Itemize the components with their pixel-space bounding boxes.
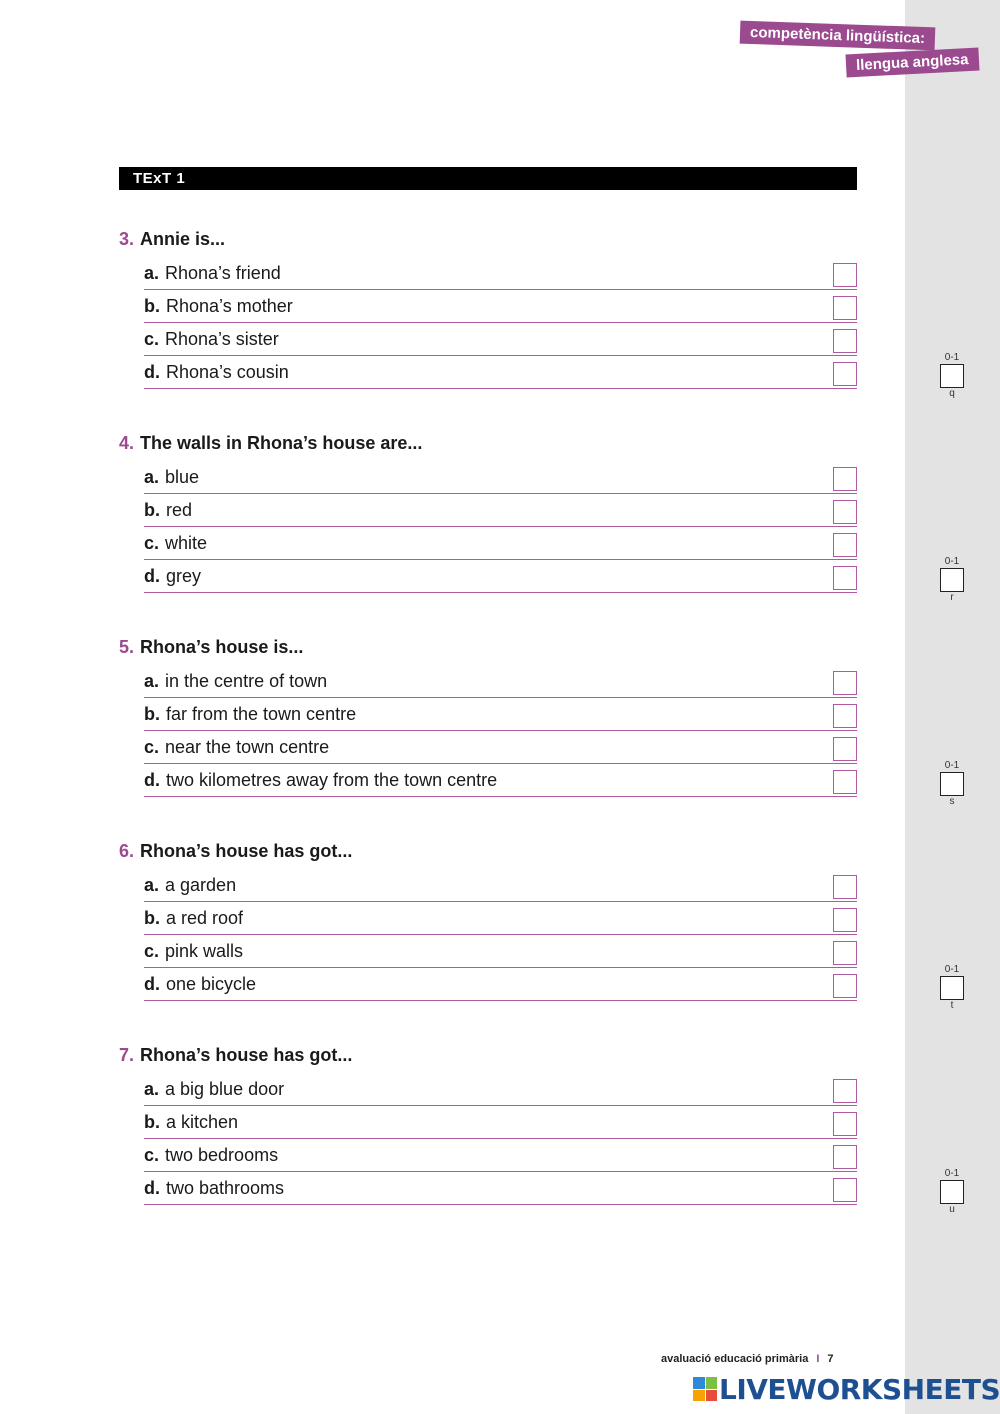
option-letter: d. bbox=[144, 974, 160, 994]
answer-option bbox=[144, 257, 857, 290]
option-text: Rhona’s friend bbox=[165, 263, 281, 283]
score-box[interactable] bbox=[940, 568, 964, 592]
option-letter: d. bbox=[144, 1178, 160, 1198]
brand-name: LIVEWORKSHEETS bbox=[719, 1372, 1000, 1406]
option-text: one bicycle bbox=[166, 974, 257, 994]
score-box[interactable] bbox=[940, 364, 964, 388]
answer-checkbox[interactable] bbox=[833, 704, 857, 728]
question-3 bbox=[119, 227, 859, 389]
option-letter: a. bbox=[144, 263, 160, 283]
answer-checkbox[interactable] bbox=[833, 362, 857, 386]
option-letter: b. bbox=[144, 1112, 160, 1132]
option-letter: d. bbox=[144, 566, 160, 586]
score-letter: r bbox=[950, 592, 954, 603]
answer-option bbox=[144, 560, 857, 593]
option-letter: a. bbox=[144, 671, 160, 691]
option-letter: c. bbox=[144, 1145, 160, 1165]
question-number: 5. bbox=[119, 637, 135, 657]
answer-checkbox[interactable] bbox=[833, 875, 857, 899]
score-range: 0-1 bbox=[944, 352, 960, 363]
question-title bbox=[119, 227, 859, 257]
answer-option bbox=[144, 902, 857, 935]
option-text: grey bbox=[166, 566, 202, 586]
option-text: red bbox=[166, 500, 193, 520]
question-text: Annie is... bbox=[140, 229, 226, 249]
answer-option bbox=[144, 1106, 857, 1139]
score-range: 0-1 bbox=[944, 760, 960, 771]
option-letter: b. bbox=[144, 500, 160, 520]
option-letter: a. bbox=[144, 875, 160, 895]
question-text: Rhona’s house has got... bbox=[140, 841, 353, 861]
question-number: 6. bbox=[119, 841, 135, 861]
option-text: a kitchen bbox=[166, 1112, 239, 1132]
answer-option bbox=[144, 731, 857, 764]
page-footer bbox=[661, 1353, 834, 1365]
option-text: Rhona’s mother bbox=[166, 296, 293, 316]
option-text: two kilometres away from the town centre bbox=[166, 770, 498, 790]
answer-option bbox=[144, 665, 857, 698]
answer-checkbox[interactable] bbox=[833, 941, 857, 965]
option-letter: d. bbox=[144, 770, 160, 790]
answer-checkbox[interactable] bbox=[833, 566, 857, 590]
answer-option bbox=[144, 968, 857, 1001]
score-t bbox=[938, 964, 966, 1012]
score-range: 0-1 bbox=[944, 556, 960, 567]
option-letter: a. bbox=[144, 1079, 160, 1099]
score-box[interactable] bbox=[940, 772, 964, 796]
option-letter: b. bbox=[144, 296, 160, 316]
answer-checkbox[interactable] bbox=[833, 467, 857, 491]
option-letter: c. bbox=[144, 329, 160, 349]
answer-option bbox=[144, 461, 857, 494]
option-letter: a. bbox=[144, 467, 160, 487]
answer-option bbox=[144, 764, 857, 797]
answer-checkbox[interactable] bbox=[833, 296, 857, 320]
answer-checkbox[interactable] bbox=[833, 737, 857, 761]
option-text: far from the town centre bbox=[166, 704, 357, 724]
answer-checkbox[interactable] bbox=[833, 1145, 857, 1169]
score-r bbox=[938, 556, 966, 604]
question-number: 4. bbox=[119, 433, 135, 453]
answer-option bbox=[144, 494, 857, 527]
option-text: Rhona’s cousin bbox=[166, 362, 289, 382]
score-u bbox=[938, 1168, 966, 1216]
option-letter: c. bbox=[144, 533, 160, 553]
score-letter: t bbox=[950, 1000, 954, 1011]
answer-option bbox=[144, 1172, 857, 1205]
answer-checkbox[interactable] bbox=[833, 770, 857, 794]
answer-checkbox[interactable] bbox=[833, 533, 857, 557]
answer-option bbox=[144, 935, 857, 968]
answer-option bbox=[144, 1073, 857, 1106]
option-text: white bbox=[165, 533, 208, 553]
answer-option bbox=[144, 323, 857, 356]
answer-option bbox=[144, 356, 857, 389]
question-title bbox=[119, 431, 859, 461]
option-text: a garden bbox=[165, 875, 237, 895]
answer-checkbox[interactable] bbox=[833, 500, 857, 524]
option-text: two bathrooms bbox=[166, 1178, 285, 1198]
answer-option bbox=[144, 1139, 857, 1172]
score-box[interactable] bbox=[940, 1180, 964, 1204]
option-text: a big blue door bbox=[165, 1079, 285, 1099]
score-letter: q bbox=[949, 388, 955, 399]
answer-option bbox=[144, 869, 857, 902]
section-title: TExT 1 bbox=[119, 167, 857, 190]
question-text: The walls in Rhona’s house are... bbox=[140, 433, 423, 453]
score-letter: u bbox=[949, 1204, 955, 1215]
score-s bbox=[938, 760, 966, 808]
answer-option bbox=[144, 698, 857, 731]
subject-tag-line2: llengua anglesa bbox=[845, 48, 979, 78]
answer-checkbox[interactable] bbox=[833, 1079, 857, 1103]
question-number: 7. bbox=[119, 1045, 135, 1065]
option-letter: b. bbox=[144, 704, 160, 724]
question-text: Rhona’s house is... bbox=[140, 637, 304, 657]
answer-checkbox[interactable] bbox=[833, 329, 857, 353]
option-text: pink walls bbox=[165, 941, 244, 961]
option-letter: c. bbox=[144, 941, 160, 961]
question-6 bbox=[119, 839, 859, 1001]
answer-checkbox[interactable] bbox=[833, 263, 857, 287]
option-letter: c. bbox=[144, 737, 160, 757]
answer-checkbox[interactable] bbox=[833, 974, 857, 998]
option-text: two bedrooms bbox=[165, 1145, 279, 1165]
answer-option bbox=[144, 527, 857, 560]
score-q bbox=[938, 352, 966, 400]
option-text: in the centre of town bbox=[165, 671, 328, 691]
score-range: 0-1 bbox=[944, 964, 960, 975]
option-text: blue bbox=[165, 467, 200, 487]
question-title bbox=[119, 1043, 859, 1073]
option-letter: d. bbox=[144, 362, 160, 382]
score-range: 0-1 bbox=[944, 1168, 960, 1179]
question-number: 3. bbox=[119, 229, 135, 249]
subject-tag-line1: competència lingüística: bbox=[740, 21, 936, 51]
option-text: a red roof bbox=[166, 908, 244, 928]
liveworksheets-brand bbox=[693, 1373, 1000, 1405]
answer-checkbox[interactable] bbox=[833, 1178, 857, 1202]
option-text: near the town centre bbox=[165, 737, 330, 757]
answer-checkbox[interactable] bbox=[833, 671, 857, 695]
liveworksheets-logo-icon bbox=[693, 1377, 717, 1401]
option-text: Rhona’s sister bbox=[165, 329, 279, 349]
option-letter: b. bbox=[144, 908, 160, 928]
footer-separator: I bbox=[816, 1353, 820, 1365]
page-number: 7 bbox=[827, 1353, 834, 1365]
footer-text: avaluació educació primària bbox=[661, 1353, 809, 1365]
score-box[interactable] bbox=[940, 976, 964, 1000]
question-title bbox=[119, 839, 859, 869]
question-title bbox=[119, 635, 859, 665]
answer-checkbox[interactable] bbox=[833, 908, 857, 932]
score-letter: s bbox=[949, 796, 955, 807]
question-5 bbox=[119, 635, 859, 797]
answer-option bbox=[144, 290, 857, 323]
question-7 bbox=[119, 1043, 859, 1205]
question-4 bbox=[119, 431, 859, 593]
answer-checkbox[interactable] bbox=[833, 1112, 857, 1136]
question-text: Rhona’s house has got... bbox=[140, 1045, 353, 1065]
